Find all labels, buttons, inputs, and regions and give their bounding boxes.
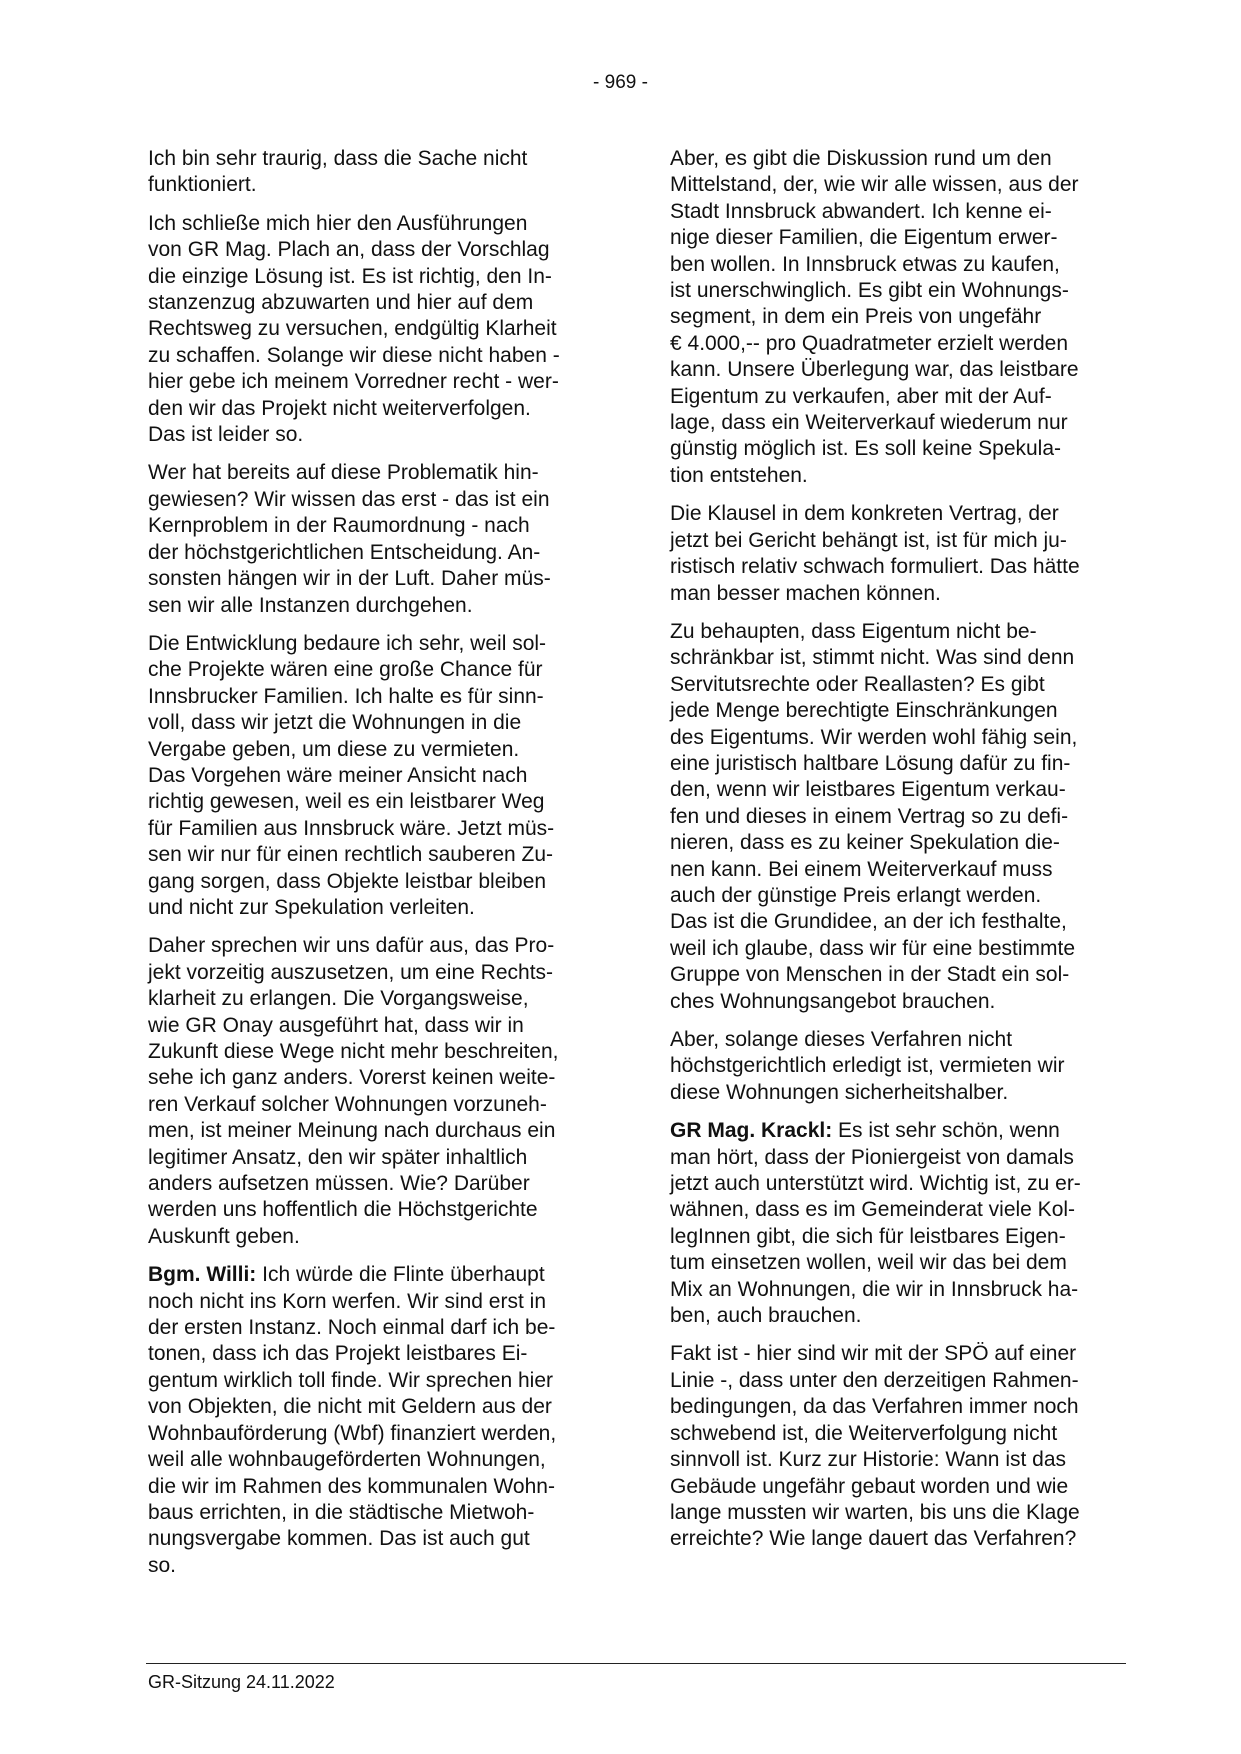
paragraph [670,619,1122,1015]
text-line: hier gebe ich meinem Vorredner recht - wer- [148,370,559,394]
text-line: den wir das Projekt nicht weiterverfolgen. [148,396,531,420]
text-line: jetzt auch unterstützt wird. Wichtig ist, zu er- [670,1172,1081,1196]
text-line: nungsvergabe kommen. Das ist auch gut [148,1527,530,1551]
text-line: jetzt bei Gericht behängt ist, ist für mich ju- [670,528,1067,552]
text-line: noch nicht ins Korn werfen. Wir sind erst in [148,1289,546,1313]
text-line: Gebäude ungefähr gebaut worden und wie [670,1474,1069,1498]
paragraph [670,1341,1122,1552]
text-line: Wohnbauförderung (Wbf) finanziert werden, [148,1421,557,1445]
text-line [148,1262,600,1288]
text-line: die wir im Rahmen des kommunalen Wohn- [148,1474,555,1498]
text-line: Kernproblem in der Raumordnung - nach [148,514,530,538]
text-line: man besser machen können. [670,581,941,605]
text-line: jede Menge berechtigte Einschränkungen [670,699,1058,723]
text-line: Vergabe geben, um diese zu vermieten. [148,737,520,761]
text-line: tum einsetzen wollen, weil wir das bei dem [670,1251,1067,1275]
text-line: men, ist meiner Meinung nach durchaus ein [148,1119,556,1143]
text-line: Das Vorgehen wäre meiner Ansicht nach [148,763,528,787]
text-line: Linie -, dass unter den derzeitigen Rahmen- [670,1368,1079,1392]
text-line: baus errichten, in die städtische Mietwoh- [148,1500,535,1524]
text-line: die einzige Lösung ist. Es ist richtig, den In- [148,264,552,288]
text-line: von Objekten, die nicht mit Geldern aus der [148,1395,552,1419]
text-line: Wer hat bereits auf diese Problematik hin- [148,461,539,485]
text-line: sehe ich ganz anders. Vorerst keinen weite- [148,1066,556,1090]
text-line: ben wollen. In Innsbruck etwas zu kaufen, [670,252,1060,276]
text-line: Das ist die Grundidee, an der ich festhalte, [670,910,1067,934]
text-line: lage, dass ein Weiterverkauf wiederum nur [670,411,1068,435]
text-line: Fakt ist - hier sind wir mit der SPÖ auf einer [670,1342,1077,1366]
text-line: Stadt Innsbruck abwandert. Ich kenne ei- [670,199,1052,223]
text-line: tion entstehen. [670,463,808,487]
text-line: funktioniert. [148,173,257,197]
paragraph [670,146,1122,489]
text-line: Rechtsweg zu versuchen, endgültig Klarheit [148,317,557,341]
text-line: € 4.000,-- pro Quadratmeter erzielt werden [670,331,1069,355]
text-line: ristisch relativ schwach formuliert. Das hätte [670,555,1080,579]
text-line: voll, dass wir jetzt die Wohnungen in die [148,711,522,735]
text-line: für Familien aus Innsbruck wäre. Jetzt müs- [148,816,555,840]
right-column [670,146,1122,1565]
text-line: ben, auch brauchen. [670,1304,862,1328]
text-line: den, wenn wir leistbares Eigentum verkau- [670,778,1066,802]
text-line: Zukunft diese Wege nicht mehr beschreiten, [148,1040,559,1063]
text-line: gewiesen? Wir wissen das erst - das ist ein [148,487,550,511]
text-line: wähnen, dass es im Gemeinderat viele Kol- [670,1198,1076,1222]
text-line: auch der günstige Preis erlangt werden. [670,883,1042,907]
speech-text: Es ist sehr schön, wenn [832,1119,1060,1143]
footer-session-date: GR-Sitzung 24.11.2022 [148,1672,335,1692]
paragraph [148,146,600,199]
text-line: höchstgerichtlich erledigt ist, vermieten wir [670,1054,1065,1078]
text-line: Zu behaupten, dass Eigentum nicht be- [670,619,1037,643]
text-line: ren Verkauf solcher Wohnungen vorzuneh- [148,1092,547,1116]
speech-text: Ich würde die Flinte überhaupt [256,1263,545,1287]
text-line: erreichte? Wie lange dauert das Verfahren? [670,1527,1077,1551]
text-line: so. [148,1553,177,1577]
text-line: nen kann. Bei einem Weiterverkauf muss [670,857,1053,881]
text-line: Mittelstand, der, wie wir alle wissen, aus der [670,173,1079,197]
paragraph [148,460,600,618]
text-line: Das ist leider so. [148,423,304,447]
speaker-name: GR Mag. Krackl: [670,1119,833,1143]
text-line: gang sorgen, dass Objekte leistbar bleiben [148,869,547,893]
text-line: kann. Unsere Überlegung war, das leistbare [670,358,1079,382]
text-line: Die Entwicklung bedaure ich sehr, weil sol- [148,631,547,655]
text-line: legitimer Ansatz, den wir später inhaltlich [148,1145,528,1169]
text-line: Ich schließe mich hier den Ausführungen [148,211,528,235]
text-line: wie GR Onay ausgeführt hat, dass wir in [148,1013,524,1037]
text-line: werden uns hoffentlich die Höchstgerichte [148,1198,538,1222]
text-line: Die Klausel in dem konkreten Vertrag, der [670,502,1059,526]
text-line: zu schaffen. Solange wir diese nicht haben - [148,343,560,367]
speaker-name: Bgm. Willi: [148,1263,257,1287]
text-line: richtig gewesen, weil es ein leistbarer Weg [148,790,545,814]
text-line: Innsbrucker Familien. Ich halte es für sinn- [148,684,544,708]
text-line: fen und dieses in einem Vertrag so zu defi- [670,804,1069,828]
paragraph [670,501,1122,607]
paragraph [148,631,600,921]
text-line: des Eigentums. Wir werden wohl fähig sein, [670,725,1078,749]
text-line: Eigentum zu verkaufen, aber mit der Auf- [670,384,1052,408]
page-number: - 969 - [593,72,648,93]
text-line: gentum wirklich toll finde. Wir sprechen hier [148,1368,553,1392]
text-line: segment, in dem ein Preis von ungefähr [670,305,1042,329]
text-line: sonsten hängen wir in der Luft. Daher müs- [148,567,551,591]
text-line: ches Wohnungsangebot brauchen. [670,989,996,1013]
text-line: Aber, es gibt die Diskussion rund um den [670,147,1052,170]
text-line: legInnen gibt, die sich für leistbares Eigen- [670,1224,1066,1248]
paragraph [148,211,600,449]
text-line: anders aufsetzen müssen. Wie? Darüber [148,1172,530,1196]
text-line: tonen, dass ich das Projekt leistbares Ei- [148,1342,528,1366]
text-line: bedingungen, da das Verfahren immer noch [670,1395,1079,1419]
text-line: sen wir nur für einen rechtlich sauberen Zu- [148,843,554,867]
text-line: sinnvoll ist. Kurz zur Historie: Wann ist das [670,1448,1067,1472]
text-line: der ersten Instanz. Noch einmal darf ich be- [148,1316,556,1340]
text-line [670,1118,1122,1144]
text-line: Daher sprechen wir uns dafür aus, das Pro- [148,934,555,958]
text-line: Aber, solange dieses Verfahren nicht [670,1028,1013,1051]
text-line: Mix an Wohnungen, die wir in Innsbruck ha- [670,1277,1079,1301]
text-line: der höchstgerichtlichen Entscheidung. An- [148,540,541,564]
text-line: sen wir alle Instanzen durchgehen. [148,593,473,617]
paragraph [670,1118,1122,1329]
footer-divider [146,1663,1126,1664]
text-line: schränkbar ist, stimmt nicht. Was sind denn [670,646,1075,670]
text-line: eine juristisch haltbare Lösung dafür zu fin- [670,751,1071,775]
text-line: Gruppe von Menschen in der Stadt ein sol- [670,963,1070,987]
text-line: nige dieser Familien, die Eigentum erwer- [670,226,1058,250]
paragraph [670,1027,1122,1106]
text-line: und nicht zur Spekulation verleiten. [148,895,475,919]
text-line: Auskunft geben. [148,1224,300,1248]
text-line: weil ich glaube, dass wir für eine bestimmte [670,936,1076,960]
text-line: von GR Mag. Plach an, dass der Vorschlag [148,238,550,262]
text-line: günstig möglich ist. Es soll keine Spekula- [670,437,1062,461]
text-line: klarheit zu erlangen. Die Vorgangsweise, [148,987,529,1011]
text-line: lange mussten wir warten, bis uns die Klage [670,1500,1080,1524]
text-line: diese Wohnungen sicherheitshalber. [670,1080,1009,1104]
text-line: stanzenzug abzuwarten und hier auf dem [148,291,534,315]
text-line: ist unerschwinglich. Es gibt ein Wohnungs- [670,279,1069,303]
text-line: jekt vorzeitig auszusetzen, um eine Rechts- [148,960,554,984]
text-line: Servitutsrechte oder Reallasten? Es gibt [670,672,1045,696]
text-line: che Projekte wären eine große Chance für [148,658,543,682]
text-line: Ich bin sehr traurig, dass die Sache nicht [148,147,528,170]
text-line: schwebend ist, die Weiterverfolgung nicht [670,1421,1058,1445]
text-line: man hört, dass der Pioniergeist von damals [670,1145,1074,1169]
paragraph [148,1262,600,1579]
left-column [148,146,600,1591]
text-line: nieren, dass es zu keiner Spekulation die- [670,831,1060,855]
paragraph [148,933,600,1250]
text-line: weil alle wohnbaugeförderten Wohnungen, [148,1448,546,1472]
